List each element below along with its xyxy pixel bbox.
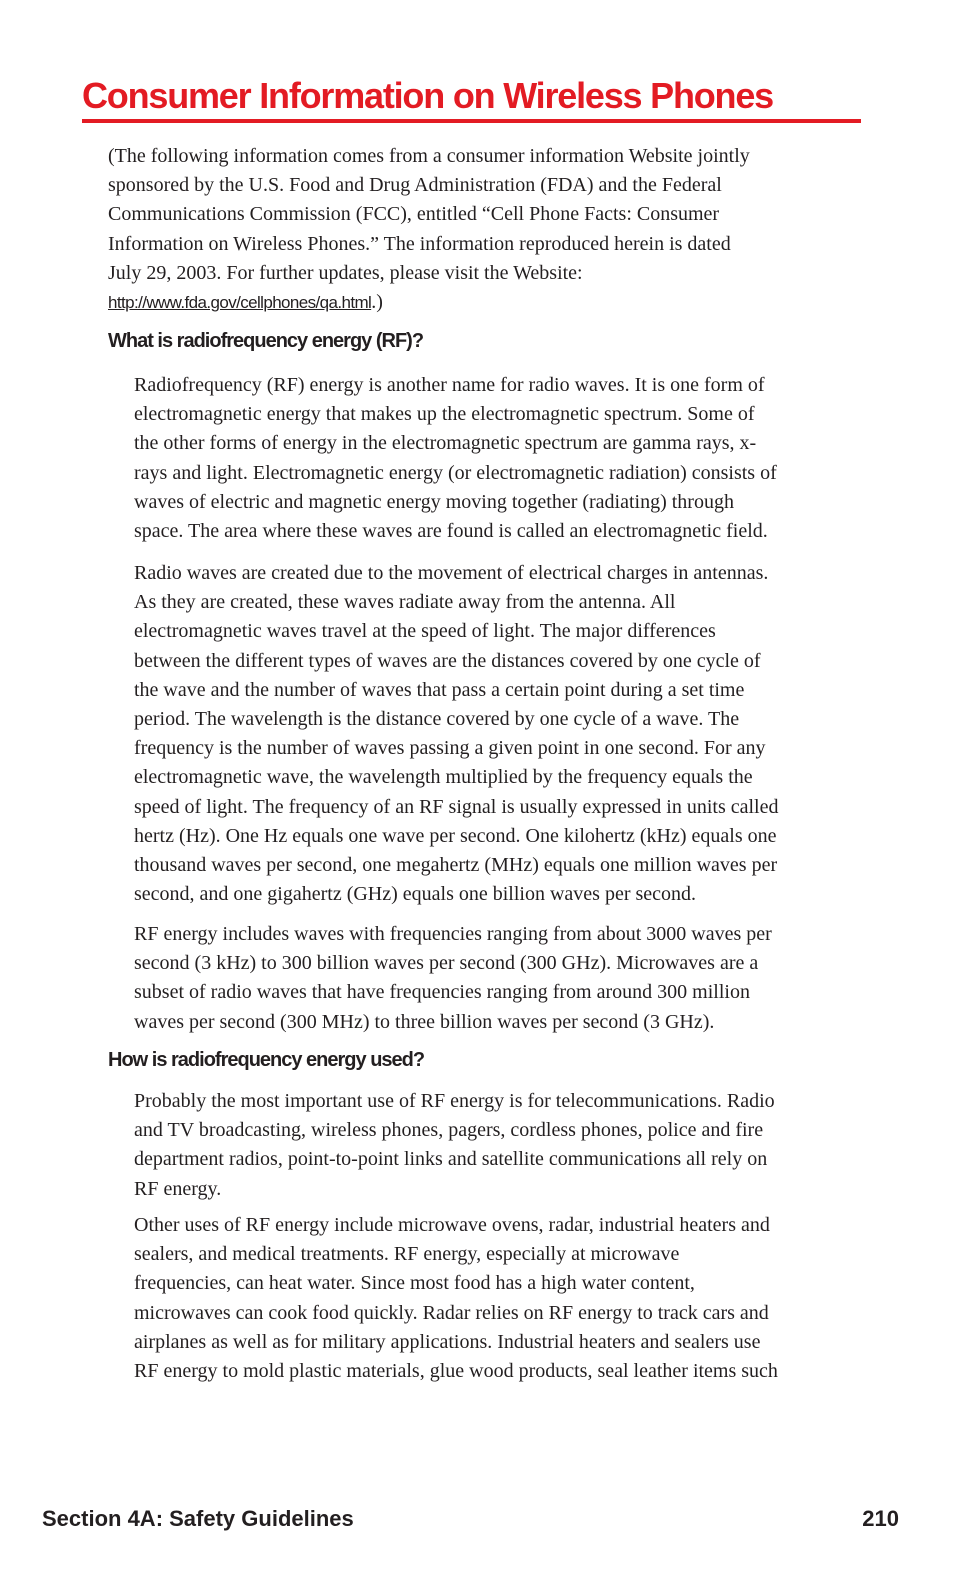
intro-paragraph — [108, 142, 750, 317]
paragraph-rf-definition — [134, 371, 777, 546]
paragraph-line: RF energy includes waves with frequencies ranging from about 3000 waves per — [134, 923, 772, 945]
paragraph-line: electromagnetic waves travel at the speed of light. The major differences — [134, 620, 716, 643]
paragraph-line: RF energy to mold plastic materials, glue wood products, seal leather items such — [134, 1360, 778, 1383]
title-rule — [82, 119, 861, 123]
paragraph-line: space. The area where these waves are found is called an electromagnetic field. — [134, 520, 768, 543]
paragraph-line: the wave and the number of waves that pass a certain point during a set time — [134, 678, 745, 701]
intro-line: July 29, 2003. For further updates, please visit the Website: — [108, 261, 583, 284]
paragraph-line: waves per second (300 MHz) to three billion waves per second (3 GHz). — [134, 1010, 715, 1033]
intro-line: Communications Commission (FCC), entitled “Cell Phone Facts: Consumer — [108, 203, 720, 226]
paragraph-line: the other forms of energy in the electromagnetic spectrum are gamma rays, x- — [134, 432, 757, 455]
paragraph-line: hertz (Hz). One Hz equals one wave per second. One kilohertz (kHz) equals one — [134, 824, 777, 847]
paragraph-line: department radios, point-to-point links and satellite communications all rely on — [134, 1148, 768, 1171]
fda-website-link[interactable]: http://www.fda.gov/cellphones/qa.html — [108, 293, 372, 313]
paragraph-line: period. The wavelength is the distance covered by one cycle of a wave. The — [134, 708, 740, 731]
page-title: Consumer Information on Wireless Phones — [82, 75, 773, 116]
paragraph-line: Radiofrequency (RF) energy is another name for radio waves. It is one form of — [134, 374, 765, 396]
paragraph-line: Radio waves are created due to the movement of electrical charges in antennas. — [134, 562, 769, 584]
paragraph-line: airplanes as well as for military applications. Industrial heaters and sealers use — [134, 1330, 761, 1353]
paragraph-line: electromagnetic wave, the wavelength multiplied by the frequency equals the — [134, 766, 753, 789]
paragraph-line: subset of radio waves that have frequencies ranging from around 300 million — [134, 981, 750, 1004]
intro-line: sponsored by the U.S. Food and Drug Administration (FDA) and the Federal — [108, 174, 722, 197]
footer-page-number: 210 — [862, 1506, 899, 1531]
intro-link-line — [108, 288, 750, 317]
paragraph-radio-waves — [134, 559, 779, 909]
footer-section-label: Section 4A: Safety Guidelines — [42, 1506, 354, 1531]
paragraph-line: Other uses of RF energy include microwave ovens, radar, industrial heaters and — [134, 1214, 770, 1236]
paragraph-line: rays and light. Electromagnetic energy (or electromagnetic radiation) consists of — [134, 461, 777, 484]
paragraph-line: sealers, and medical treatments. RF energy, especially at microwave — [134, 1243, 680, 1266]
section-heading-how-rf-used: How is radiofrequency energy used? — [108, 1049, 425, 1071]
paragraph-line: Probably the most important use of RF energy is for telecommunications. Radio — [134, 1090, 775, 1112]
paragraph-line: thousand waves per second, one megahertz (MHz) equals one million waves per — [134, 854, 778, 877]
paragraph-line: RF energy. — [134, 1177, 222, 1200]
paragraph-line: second, and one gigahertz (GHz) equals one billion waves per second. — [134, 883, 697, 906]
paragraph-telecom-uses — [134, 1087, 775, 1204]
intro-line: (The following information comes from a consumer information Website jointly — [108, 145, 750, 167]
paragraph-line: frequency is the number of waves passing a given point in one second. For any — [134, 737, 766, 760]
paragraph-other-uses — [134, 1211, 778, 1386]
paragraph-line: and TV broadcasting, wireless phones, pagers, cordless phones, police and fire — [134, 1119, 764, 1142]
section-heading-what-is-rf: What is radiofrequency energy (RF)? — [108, 330, 424, 352]
paragraph-rf-frequencies — [134, 920, 772, 1037]
paragraph-line: waves of electric and magnetic energy moving together (radiating) through — [134, 490, 734, 513]
paragraph-line: As they are created, these waves radiate away from the antenna. All — [134, 591, 676, 614]
intro-line: Information on Wireless Phones.” The information reproduced herein is dated — [108, 232, 731, 255]
paragraph-line: speed of light. The frequency of an RF signal is usually expressed in units called — [134, 795, 779, 818]
paragraph-line: electromagnetic energy that makes up the electromagnetic spectrum. Some of — [134, 403, 755, 426]
intro-link-suffix: .) — [371, 291, 383, 314]
paragraph-line: microwaves can cook food quickly. Radar relies on RF energy to track cars and — [134, 1301, 769, 1324]
paragraph-line: second (3 kHz) to 300 billion waves per second (300 GHz). Microwaves are a — [134, 952, 759, 975]
paragraph-line: between the different types of waves are the distances covered by one cycle of — [134, 649, 761, 672]
paragraph-line: frequencies, can heat water. Since most food has a high water content, — [134, 1272, 695, 1295]
